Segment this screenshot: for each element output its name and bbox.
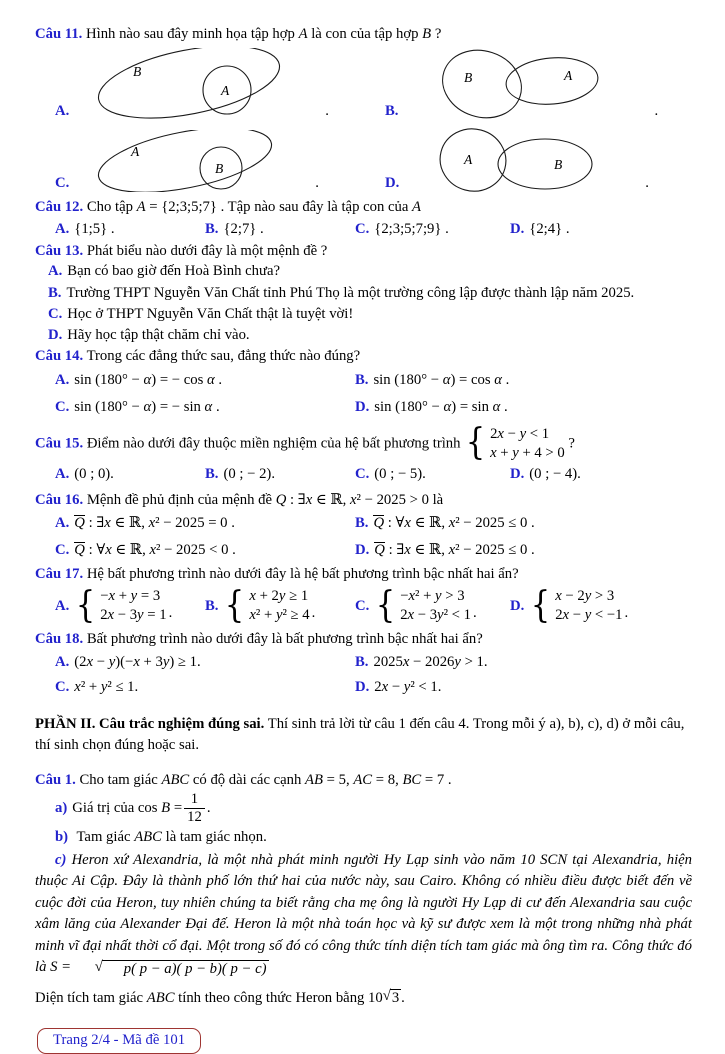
statement-a-period: . [206,799,211,816]
area-sqrt [383,989,401,1008]
option-b [355,367,692,394]
outer-ellipse [93,48,286,120]
question-12-label: Câu 12. [35,198,84,215]
question-18-label: Câu 18. [35,631,84,648]
question-12-options [35,218,692,241]
left-ellipse [433,128,513,192]
option-d [510,463,692,486]
system-brace: { [375,584,396,626]
system-lines [490,425,565,463]
question-17-label: Câu 17. [35,565,84,582]
option-text: (0 ; 0). [74,465,114,482]
right-set-label: A [564,67,573,83]
option-letter: C. [355,465,370,482]
venn-diagram-subset-a-b [77,130,307,192]
option-letter: B. [205,220,219,237]
option-period: . [654,102,659,119]
option-text: Q : ∃x ∈ ℝ, x² − 2025 = 0 . [74,515,235,532]
system-lines [555,587,622,625]
system-brace: { [225,584,245,626]
statement-c [35,850,692,979]
fraction [182,791,207,826]
question-1-text: Cho tam giác ABC có độ dài các cạnh AB = 5, AC = 8, BC = 7 . [79,772,452,789]
option-text: Học ở THPT Nguyễn Văn Chất thật là tuyệt vời! [67,305,354,322]
option-letter: C. [55,542,70,559]
option-b [355,510,692,537]
question-13-options [35,261,692,346]
option-period: . [168,605,173,622]
option-letter: D. [355,398,370,415]
option-b [48,283,692,304]
statement-a-label: a) [55,799,68,816]
option-letter: C. [355,220,370,237]
option-letter: B. [385,102,399,119]
option-letter: D. [355,678,370,695]
option-letter: D. [385,174,400,191]
option-letter: A. [55,102,70,119]
question-11-label: Câu 11. [35,26,83,42]
system-line-2: 2x − y < −1 [555,606,623,623]
question-14-label: Câu 14. [35,348,84,365]
question-13-label: Câu 13. [35,242,84,259]
question-16 [35,490,692,511]
question-16-options [35,510,692,564]
option-letter: B. [205,465,219,482]
option-period: . [624,605,629,622]
q11-option-d [385,128,692,192]
radical-sign: √ [382,987,391,1004]
question-13-text: Phát biểu nào dưới đây là một mệnh đề ? [86,242,328,259]
question-11-text: Hình nào sau đây minh họa tập hợp A là con của tập hợp B ? [86,26,442,42]
venn-diagram-subset-b-a [77,48,317,120]
option-a [48,261,692,282]
option-text: (2x − y)(−x + 3y) ≥ 1. [74,653,201,670]
option-text: {2;7} . [223,220,264,237]
option-a [55,218,205,241]
option-period: . [315,174,319,191]
option-letter: C. [48,305,63,322]
left-set-label: A [464,151,473,167]
question-17 [35,564,692,585]
option-d [355,675,692,700]
question-18 [35,629,692,650]
option-text: sin (180° − α) = sin α . [374,398,508,415]
option-letter: D. [510,220,525,237]
option-letter: C. [55,174,70,191]
question-1-label: Câu 1. [35,772,76,789]
option-text: Trường THPT Nguyễn Văn Chất tỉnh Phú Thọ là một trường công lập được thành lập năm 2025. [66,284,635,301]
option-c [48,304,692,325]
option-system [374,584,471,626]
option-letter: B. [355,371,369,388]
system-lines [400,587,471,625]
statement-b-text: Tam giác ABC là tam giác nhọn. [76,828,267,845]
option-text: 2x − y² < 1. [374,678,442,695]
radicand: p( p − a)( p − b)( p − c) [102,960,269,979]
q11-option-c [55,128,385,192]
option-period: . [472,605,477,622]
question-mark: ? [568,435,575,452]
option-letter: D. [355,542,370,559]
left-set-label: B [464,69,473,85]
question-15-options [35,463,692,486]
option-letter: C. [55,678,70,695]
system-line-2: 2x − 3y = 1 [100,606,167,623]
option-text: Q : ∃x ∈ ℝ, x² − 2025 ≤ 0 . [374,542,535,559]
statement-b [35,826,692,848]
outer-ellipse [94,130,277,192]
question-14-text: Trong các đẳng thức sau, đẳng thức nào đúng? [86,348,361,365]
question-16-label: Câu 16. [35,491,84,508]
option-c [55,394,355,421]
option-a [55,463,205,486]
option-letter: A. [55,465,70,482]
system-line-2: x + y + 4 > 0 [490,444,565,461]
question-12-text: Cho tập A = {2;3;5;7} . Tập nào sau đây là tập con của A [86,198,422,215]
option-letter: D. [48,326,63,343]
option-letter: B. [205,597,219,614]
option-text: sin (180° − α) = − cos α . [74,371,223,388]
system-line-1: x − 2y > 3 [555,587,615,604]
statement-c-label: c) [55,851,67,868]
option-text: Hãy học tập thật chăm chỉ vào. [67,326,250,343]
option-text: Q : ∀x ∈ ℝ, x² − 2025 < 0 . [74,542,236,559]
option-letter: C. [55,398,70,415]
option-text: x² + y² ≤ 1. [74,678,139,695]
option-letter: A. [55,653,70,670]
option-system [529,584,623,626]
venn-diagram-overlap-a-b [407,128,637,192]
right-ellipse [498,139,592,189]
question-14 [35,346,692,367]
question-16-text: Mệnh đề phủ định của mệnh đề Q : ∃x ∈ ℝ, x² − 2025 > 0 là [86,491,444,508]
statement-b-label: b) [55,828,69,845]
option-letter: A. [48,263,63,280]
right-set-label: B [554,156,563,172]
part2-heading [35,714,692,756]
question-15 [35,422,692,464]
option-letter: A. [55,597,70,614]
option-b [355,650,692,675]
option-a [55,510,355,537]
system-brace: { [465,422,486,464]
question-18-text: Bất phương trình nào dưới đây là bất phương trình bậc nhất hai ẩn? [86,631,483,648]
option-d [510,584,692,626]
option-c [55,537,355,564]
radicand: 3 [391,989,400,1006]
system-brace: { [530,584,551,626]
system-brace: { [75,584,96,626]
option-b [205,584,355,626]
part2-instructions: Thí sinh trả lời từ câu 1 đến câu 4. Trong mỗi ý a), b), c), d) ở mỗi câu, thí sinh chọn đúng hoặc sai. [35,715,685,753]
system-lines [100,587,166,625]
option-d [510,218,692,241]
option-letter: D. [510,465,525,482]
question-11 [35,24,692,45]
statement-c-text: Heron xứ Alexandria, là một nhà phát minh người Hy Lạp sinh vào năm 10 SCN tại Alexandria, hiện thuộc Ai Cập. Đây là thành phố lớn thứ hai của nước này, sau Cairo. Không có nhiều điều được biết đến về cuộc đời của Heron, tuy nhiên chúng ta biết rằng cha mẹ ông là người Hy Lạp di cư đến Alexandria sau cuộc xâm lăng của Alexander Đại đế. Heron là một nhà toán học và kỹ sư được xem là một trong những nhà phát minh vĩ đại nhất thời cổ đại. Một trong số đó có công thức tính diện tích tam giác mà ông tìm ra. Công thức đó là [35,851,693,976]
question-13 [35,241,692,262]
question-17-options [35,584,692,626]
question-15-text: Điểm nào dưới đây thuộc miền nghiệm của hệ bất phương trình [86,435,461,452]
system-line-1: −x + y = 3 [100,587,161,604]
question-11-options [35,48,692,192]
question-18-options [35,650,692,700]
option-text: {2;4} . [529,220,570,237]
inner-set-label: B [215,160,224,176]
option-d [355,394,692,421]
question-17-text: Hệ bất phương trình nào dưới đây là hệ bất phương trình bậc nhất hai ẩn? [86,565,519,582]
option-letter: B. [355,515,369,532]
option-text: 2025x − 2026y > 1. [373,653,488,670]
system-line-2: 2x − 3y² < 1 [400,606,471,623]
option-period: . [311,605,316,622]
system-line-1: −x² + y > 3 [400,587,465,604]
area-statement-text: Diện tích tam giác ABC tính theo công thức Heron bằng 10 [35,989,383,1006]
option-letter: A. [55,371,70,388]
option-letter: B. [355,653,369,670]
system-line-1: 2x − y < 1 [490,425,550,442]
system-lines [249,587,309,625]
option-text: sin (180° − α) = − sin α . [74,398,220,415]
left-ellipse [434,48,530,120]
option-text: Bạn có bao giờ đến Hoà Bình chưa? [67,263,281,280]
system-line-2: x² + y² ≥ 4 [249,606,310,623]
option-d [48,325,692,346]
option-c [55,675,355,700]
option-a [55,650,355,675]
fraction-numerator: 1 [190,790,199,807]
option-text: (0 ; − 2). [223,465,275,482]
question-14-options [35,367,692,421]
q11-option-b [385,48,692,120]
heron-formula-lhs: S = [50,959,75,976]
option-letter: C. [355,597,370,614]
inequality-system [464,422,565,464]
option-letter: D. [510,597,525,614]
statement-a [35,791,692,826]
option-b [205,218,355,241]
option-text: {1;5} . [74,220,115,237]
system-line-1: x + 2y ≥ 1 [249,587,309,604]
option-system [223,584,310,626]
inner-set-label: A [221,82,230,98]
option-text: sin (180° − α) = cos α . [373,371,510,388]
q11-option-a [55,48,385,120]
outer-set-label: B [133,63,142,79]
option-c [355,463,510,486]
option-d [355,537,692,564]
option-a [55,584,205,626]
heron-formula-sqrt [75,960,269,979]
outer-set-label: A [131,143,140,159]
option-letter: B. [48,284,62,301]
radical-sign: √ [94,959,103,976]
option-c [355,218,510,241]
venn-diagram-overlap-b-a [406,48,646,120]
option-a [55,367,355,394]
option-period: . [325,102,329,119]
part2-question-1 [35,770,692,791]
option-letter: A. [55,220,70,237]
page-footer-badge: Trang 2/4 - Mã đề 101 [37,1028,201,1054]
part2-title: PHẦN II. Câu trắc nghiệm đúng sai. [35,715,265,732]
option-letter: A. [55,515,70,532]
option-period: . [645,174,649,191]
option-text: (0 ; − 5). [374,465,426,482]
option-text: Q : ∀x ∈ ℝ, x² − 2025 ≤ 0 . [373,515,535,532]
option-b [205,463,355,486]
fraction-denominator: 12 [184,808,205,826]
option-text: (0 ; − 4). [529,465,581,482]
question-15-label: Câu 15. [35,435,84,452]
question-12 [35,197,692,218]
area-statement [35,989,692,1008]
area-statement-period: . [401,989,405,1006]
statement-a-text: Giá trị của cos B = [72,799,183,816]
option-system [74,584,167,626]
option-text: {2;3;5;7;9} . [374,220,449,237]
option-c [355,584,510,626]
